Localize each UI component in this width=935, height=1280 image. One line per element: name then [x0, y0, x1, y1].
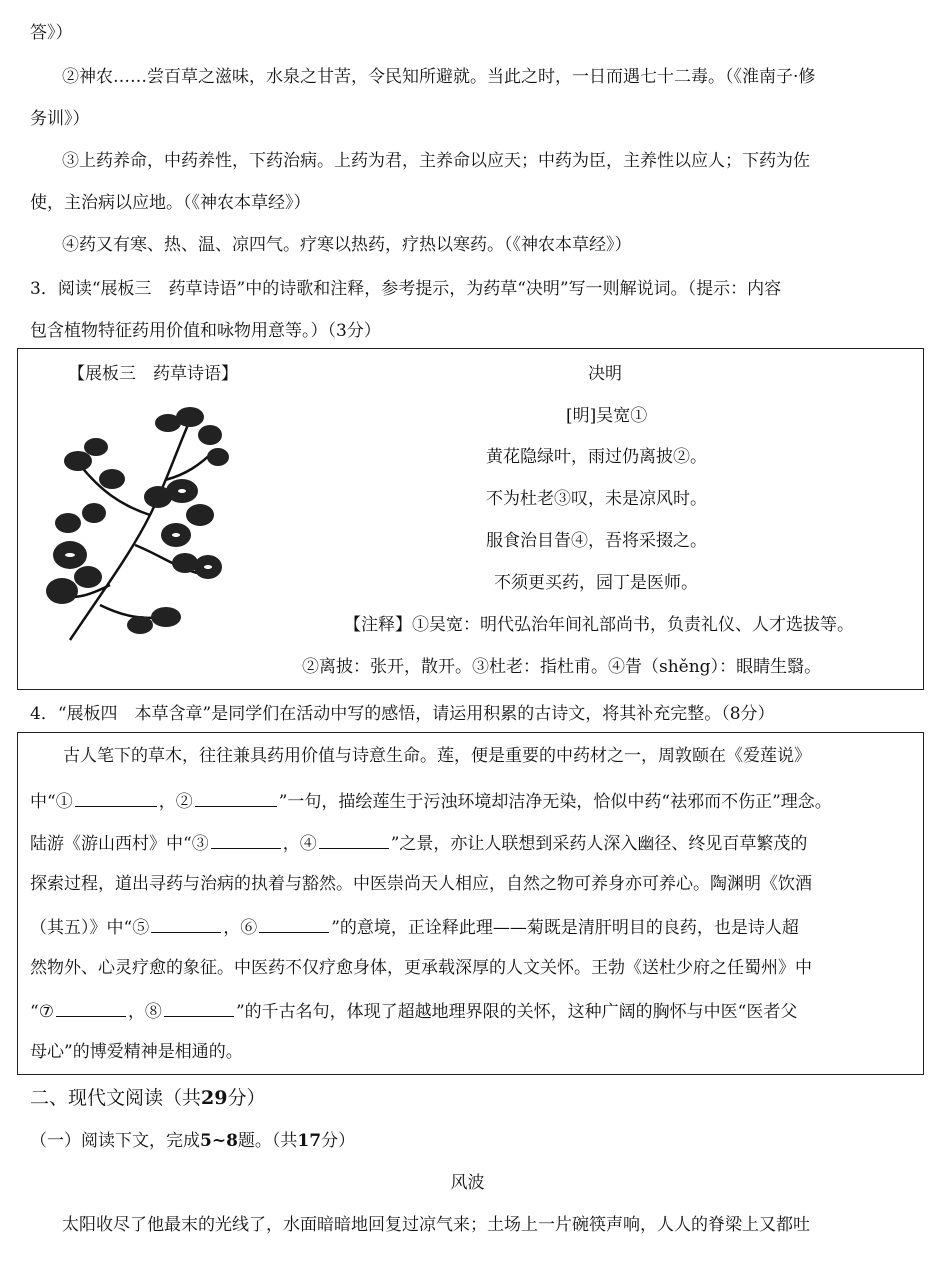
blank-7[interactable] [56, 999, 126, 1017]
blank-2[interactable] [195, 789, 277, 807]
panel-3 [17, 348, 924, 690]
panel-4-line: 然物外、心灵疗愈的象征。中医药不仅疗愈身体，更承载深厚的人文关怀。王勃《送杜少府之任蜀州》中 [30, 958, 812, 978]
poem-note: ②离披：张开，散开。③杜老：指杜甫。④眚（shěng）：眼睛生翳。 [302, 657, 822, 677]
poem-line: 不须更买药，园丁是医师。 [494, 573, 698, 593]
blank-8[interactable] [164, 999, 234, 1017]
panel-4-line: “⑦ ，⑧ ”的千古名句，体现了超越地理界限的关怀，这种广阔的胸怀与中医“医者父 [30, 999, 797, 1023]
blank-5[interactable] [151, 915, 221, 933]
question-4-line: 4．“展板四 本草含章”是同学们在活动中写的感悟，请运用积累的古诗文，将其补充完整。（8分） [30, 704, 775, 724]
text-line: ④药又有寒、热、温、凉四气。疗寒以热药，疗热以寒药。（《神农本草经》） [62, 235, 632, 255]
panel-4 [17, 732, 924, 1075]
text-line: ③上药养命，中药养性，下药治病。上药为君，主养命以应天；中药为臣，主养性以应人；下药为佐 [62, 151, 810, 171]
story-title: 风波 [450, 1173, 485, 1193]
text-line: 务训》） [30, 109, 90, 129]
poem-line: 黄花隐绿叶，雨过仍离披②。 [486, 447, 707, 467]
subsection-heading: （一）阅读下文，完成5~8题。（共17分） [30, 1131, 356, 1151]
story-text: 太阳收尽了他最末的光线了，水面暗暗地回复过凉气来；土场上一片碗筷声响，人人的脊梁上又都吐 [62, 1215, 810, 1235]
text-line: 答》） [30, 23, 73, 43]
panel-4-line: 探索过程，道出寻药与治病的执着与豁然。中医崇尚天人相应，自然之物可养身亦可养心。陶渊明《饮酒 [30, 874, 812, 894]
poem-author: [明]吴宽① [566, 406, 648, 426]
blank-3[interactable] [211, 831, 281, 849]
blank-6[interactable] [259, 915, 329, 933]
question-3-line: 包含植物特征药用价值和咏物用意等。）（3分） [30, 321, 381, 341]
text-line: ②神农……尝百草之滋味，水泉之甘苦，令民知所避就。当此之时，一日而遇七十二毒。（《淮南子·修 [62, 67, 816, 87]
poem-note: 【注释】①吴宽：明代弘治年间礼部尚书，负责礼仪、人才选拔等。 [344, 615, 854, 635]
question-3-line: 3．阅读“展板三 药草诗语”中的诗歌和注释，参考提示，为药草“决明”写一则解说词。（提示：内容 [30, 279, 782, 299]
panel-3-label: 【展板三 药草诗语】 [68, 364, 238, 384]
text-line: 使，主治病以应地。（《神农本草经》） [30, 193, 311, 213]
poem-line: 服食治目眚④，吾将采掇之。 [486, 531, 707, 551]
poem-line: 不为杜老③叹，未是凉风时。 [486, 489, 707, 509]
blank-1[interactable] [75, 789, 157, 807]
section-heading: 二、现代文阅读（共29分） [30, 1087, 266, 1109]
blank-4[interactable] [319, 831, 389, 849]
panel-4-line: 母心”的博爱精神是相通的。 [30, 1042, 243, 1062]
cassia-plant-illustration [40, 395, 230, 645]
panel-4-line: 陆游《游山西村》中“③ ，④ ”之景，亦让人联想到采药人深入幽径、终见百草繁茂的 [30, 831, 807, 855]
panel-4-line: 古人笔下的草木，往往兼具药用价值与诗意生命。莲，便是重要的中药材之一，周敦颐在《爱莲说》 [63, 746, 811, 766]
panel-4-line: 中“① ，② ”一句，描绘莲生于污浊环境却洁净无染，恰似中药“祛邪而不伤正”理念。 [30, 789, 832, 813]
panel-4-line: （其五）》中“⑤ ，⑥ ”的意境，正诠释此理——菊既是清肝明目的良药，也是诗人超 [30, 915, 799, 939]
poem-title: 决明 [588, 364, 622, 384]
